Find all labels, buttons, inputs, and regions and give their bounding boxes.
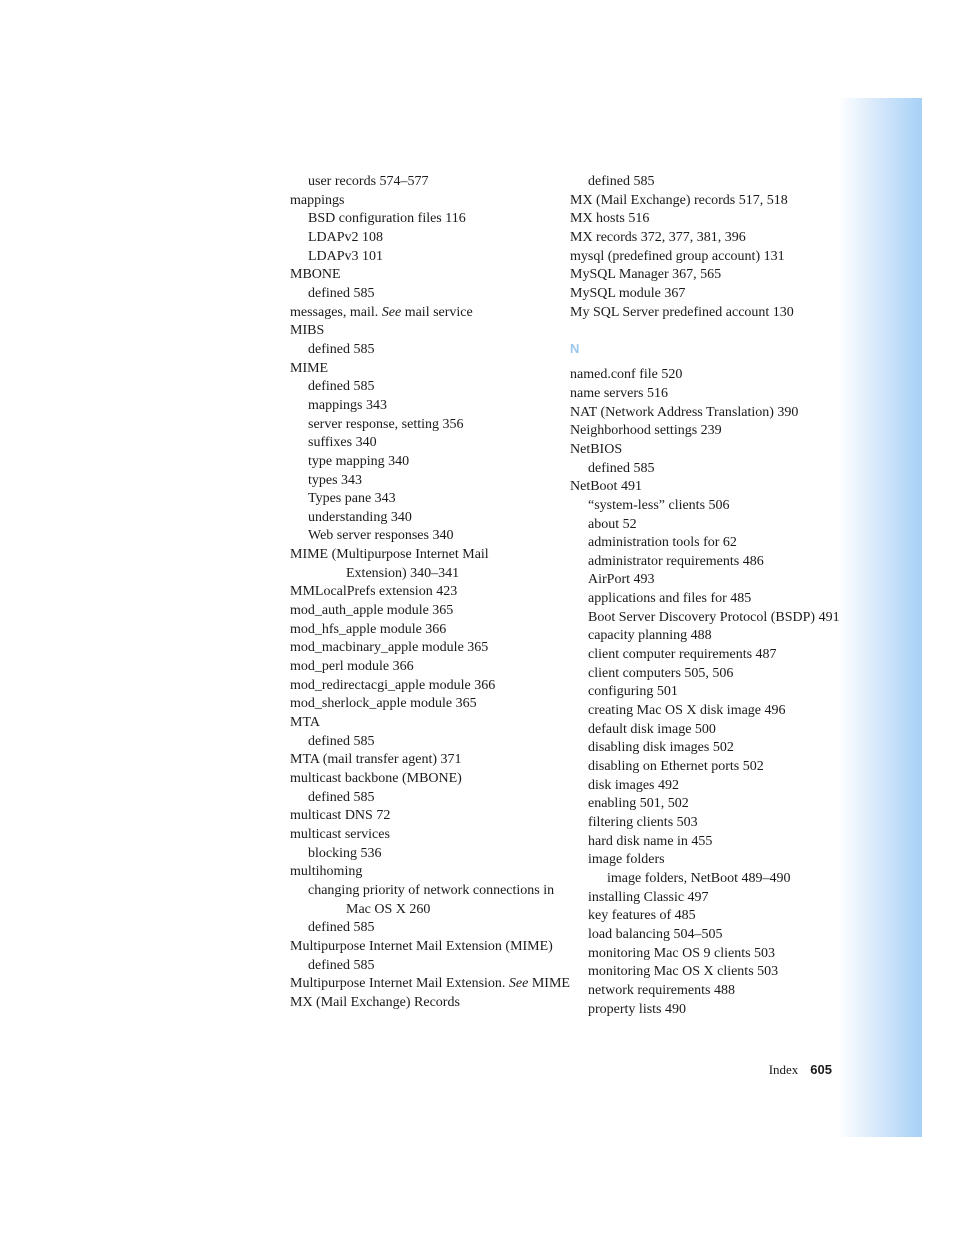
entry-text: MBONE	[290, 267, 341, 283]
index-entry	[570, 422, 835, 441]
index-entry	[570, 285, 835, 304]
entry-text: Web server responses 340	[308, 528, 454, 544]
see-target: MIME	[528, 976, 570, 992]
index-subentry	[570, 497, 835, 516]
entry-text: client computer requirements 487	[588, 647, 777, 663]
index-subentry	[290, 453, 555, 472]
entry-text: image folders, NetBoot 489–490	[607, 870, 791, 886]
entry-text: defined 585	[588, 460, 655, 476]
entry-text: messages, mail.	[290, 304, 382, 320]
index-entry	[570, 210, 835, 229]
index-entry	[570, 441, 835, 460]
index-entry	[290, 826, 555, 845]
index-column-left	[290, 173, 570, 1013]
entry-text: Multipurpose Internet Mail Extension (MIME)	[290, 938, 553, 954]
entry-text: filtering clients 503	[588, 815, 698, 830]
entry-text: monitoring Mac OS 9 clients 503	[588, 945, 776, 961]
page-number: 605	[810, 1062, 832, 1077]
index-subentry	[570, 739, 835, 758]
index-entry	[290, 621, 555, 640]
index-entry	[570, 266, 835, 285]
entry-text: creating Mac OS X disk image 496	[588, 703, 786, 719]
entry-text: multicast services	[290, 826, 390, 842]
index-subentry	[290, 248, 555, 267]
entry-text: MySQL module 367	[570, 285, 686, 301]
page-footer	[700, 1062, 832, 1078]
index-subentry	[570, 963, 835, 982]
entry-text: disk images 492	[588, 777, 679, 793]
entry-text: administrator requirements 486	[588, 553, 764, 569]
index-entry	[290, 602, 555, 621]
index-subentry	[290, 565, 555, 584]
index-entry	[570, 478, 835, 497]
index-column-right	[570, 173, 840, 1019]
entry-text: NetBoot 491	[570, 479, 642, 495]
entry-text: MIBS	[290, 323, 325, 339]
entry-text: Mac OS X 260	[346, 901, 431, 917]
entry-text: MySQL Manager 367, 565	[570, 267, 722, 283]
index-entry	[290, 583, 555, 602]
index-subentry	[290, 229, 555, 248]
index-entry	[570, 404, 835, 423]
index-subentry	[570, 609, 840, 628]
index-entry	[290, 751, 555, 770]
index-entry	[290, 938, 555, 957]
entry-text: MX hosts 516	[570, 211, 650, 227]
entry-text: configuring 501	[588, 684, 678, 700]
index-entry	[570, 366, 835, 385]
index-subentry	[290, 845, 555, 864]
entry-text: load balancing 504–505	[588, 926, 723, 942]
index-subentry	[290, 397, 555, 416]
index-subentry	[570, 721, 835, 740]
index-subentry	[290, 789, 555, 808]
index-entry	[290, 304, 555, 323]
index-entry	[290, 192, 555, 211]
entry-text: understanding 340	[308, 509, 412, 525]
entry-text: NetBIOS	[570, 441, 623, 457]
entry-text: blocking 536	[308, 845, 382, 861]
entry-text: mod_auth_apple module 365	[290, 603, 454, 619]
entry-text: name servers 516	[570, 385, 668, 401]
entry-text: mod_perl module 366	[290, 659, 414, 675]
entry-text: hard disk name in 455	[588, 833, 713, 849]
entry-text: mod_macbinary_apple module 365	[290, 640, 489, 656]
index-entry	[290, 360, 555, 379]
index-subentry	[290, 509, 555, 528]
index-subentry	[570, 665, 835, 684]
entry-text: image folders	[588, 852, 665, 868]
entry-text: client computers 505, 506	[588, 665, 734, 681]
index-subentry	[570, 889, 835, 908]
index-entry	[290, 658, 555, 677]
entry-text: LDAPv3 101	[308, 248, 384, 264]
index-entry	[290, 695, 555, 714]
entry-text: defined 585	[308, 379, 375, 395]
index-subentry	[290, 210, 555, 229]
entry-text: named.conf file 520	[570, 367, 683, 383]
entry-text: My SQL Server predefined account 130	[570, 304, 794, 320]
entry-text: defined 585	[308, 341, 375, 357]
entry-text: MX records 372, 377, 381, 396	[570, 229, 746, 245]
index-subentry	[570, 982, 835, 1001]
entry-text: defined 585	[588, 174, 655, 189]
index-entry	[290, 770, 555, 789]
entry-text: MTA	[290, 715, 320, 731]
entry-text: AirPort 493	[588, 572, 655, 588]
entry-text: property lists 490	[588, 1001, 686, 1017]
index-subentry	[290, 378, 555, 397]
index-entry	[290, 266, 555, 285]
see-target: mail service	[401, 304, 473, 320]
entry-text: multicast backbone (MBONE)	[290, 771, 462, 786]
index-subentry	[570, 1001, 835, 1020]
index-subentry	[570, 777, 835, 796]
entry-text: mysql (predefined group account) 131	[570, 248, 785, 264]
index-subentry	[290, 472, 555, 491]
entry-text: MX (Mail Exchange) Records	[290, 994, 460, 1010]
entry-text: capacity planning 488	[588, 628, 712, 644]
index-subentry	[290, 285, 555, 304]
index-entry	[570, 385, 835, 404]
entry-text: mod_hfs_apple module 366	[290, 621, 447, 637]
index-subentry	[570, 627, 835, 646]
index-subentry	[290, 173, 555, 192]
entry-text: monitoring Mac OS X clients 503	[588, 964, 779, 980]
index-entry	[290, 975, 570, 994]
index-subentry	[290, 434, 555, 453]
index-subentry	[570, 553, 835, 572]
entry-text: changing priority of network connections in	[308, 882, 555, 898]
index-subentry	[570, 683, 835, 702]
entry-text: defined 585	[308, 789, 375, 805]
entry-text: defined 585	[308, 957, 375, 973]
entry-text: Extension) 340–341	[346, 565, 460, 581]
index-entry	[570, 248, 835, 267]
entry-text: types 343	[308, 472, 363, 488]
section-letter-heading: N	[570, 341, 580, 357]
entry-text: default disk image 500	[588, 721, 716, 737]
entry-text: MX (Mail Exchange) records 517, 518	[570, 192, 788, 208]
entry-text: mod_sherlock_apple module 365	[290, 696, 477, 712]
entry-text: server response, setting 356	[308, 416, 464, 432]
entry-text: MTA (mail transfer agent) 371	[290, 752, 462, 768]
entry-text: mappings	[290, 192, 345, 208]
index-subentry	[570, 814, 835, 833]
index-subentry	[570, 534, 835, 553]
entry-text: LDAPv2 108	[308, 229, 384, 245]
index-entry	[290, 863, 555, 882]
entry-text: defined 585	[308, 733, 375, 749]
entry-text: enabling 501, 502	[588, 796, 689, 812]
index-subentry	[570, 907, 835, 926]
index-entry	[570, 229, 835, 248]
entry-text: applications and files for 485	[588, 591, 752, 607]
entry-text: multihoming	[290, 864, 363, 880]
index-entry	[290, 639, 555, 658]
index-subentry	[290, 341, 555, 360]
index-subentry	[570, 870, 835, 889]
entry-text: defined 585	[308, 285, 375, 301]
see-reference: See	[381, 304, 402, 320]
entry-text: installing Classic 497	[588, 889, 709, 905]
entry-text: “system-less” clients 506	[588, 497, 730, 513]
see-reference: See	[508, 976, 529, 992]
index-entry	[290, 714, 555, 733]
index-subentry	[290, 490, 555, 509]
entry-text: disabling on Ethernet ports 502	[588, 759, 764, 775]
entry-text: Multipurpose Internet Mail Extension.	[290, 976, 509, 992]
index-entry	[290, 677, 555, 696]
side-tab-band	[838, 98, 922, 1137]
index-subentry	[570, 516, 835, 535]
footer-section-label: Index	[768, 1062, 799, 1077]
index-subentry	[290, 527, 555, 546]
index-subentry	[570, 833, 835, 852]
entry-text: mappings 343	[308, 397, 387, 413]
entry-text: MIME	[290, 360, 329, 376]
entry-text: BSD configuration files 116	[308, 211, 466, 227]
entry-text: Neighborhood settings 239	[570, 423, 722, 439]
entry-text: key features of 485	[588, 908, 696, 924]
index-entry	[290, 807, 555, 826]
index-subentry	[570, 173, 835, 192]
index-subentry	[570, 795, 835, 814]
index-entry	[290, 994, 555, 1013]
index-subentry	[290, 957, 555, 976]
index-subentry	[290, 733, 555, 752]
index-subentry	[570, 702, 835, 721]
index-subentry	[570, 571, 835, 590]
index-subentry	[570, 758, 835, 777]
entry-text: mod_redirectacgi_apple module 366	[290, 677, 496, 693]
entry-text: MIME (Multipurpose Internet Mail	[290, 547, 489, 563]
entry-text: user records 574–577	[308, 174, 429, 189]
index-subentry	[570, 945, 835, 964]
index-subentry	[290, 919, 555, 938]
entry-text: administration tools for 62	[588, 535, 737, 551]
index-subentry	[570, 590, 835, 609]
index-subentry	[290, 901, 555, 920]
entry-text: MMLocalPrefs extension 423	[290, 584, 458, 600]
entry-text: suffixes 340	[308, 435, 377, 451]
entry-text: about 52	[588, 516, 637, 532]
index-entry	[290, 322, 555, 341]
index-subentry	[570, 926, 835, 945]
entry-text: Boot Server Discovery Protocol (BSDP) 491	[588, 609, 840, 625]
entry-text: disabling disk images 502	[588, 740, 734, 756]
entry-text: network requirements 488	[588, 982, 735, 998]
index-entry	[570, 304, 835, 323]
index-subentry	[290, 416, 555, 435]
entry-text: multicast DNS 72	[290, 808, 391, 824]
index-entry	[290, 546, 555, 565]
entry-text: defined 585	[308, 920, 375, 936]
entry-text: NAT (Network Address Translation) 390	[570, 404, 799, 420]
index-subentry	[290, 882, 555, 901]
index-entry	[570, 192, 835, 211]
index-subentry	[570, 646, 835, 665]
entry-text: type mapping 340	[308, 453, 410, 469]
index-subentry	[570, 851, 835, 870]
entry-text: Types pane 343	[308, 491, 396, 507]
index-subentry	[570, 460, 835, 479]
